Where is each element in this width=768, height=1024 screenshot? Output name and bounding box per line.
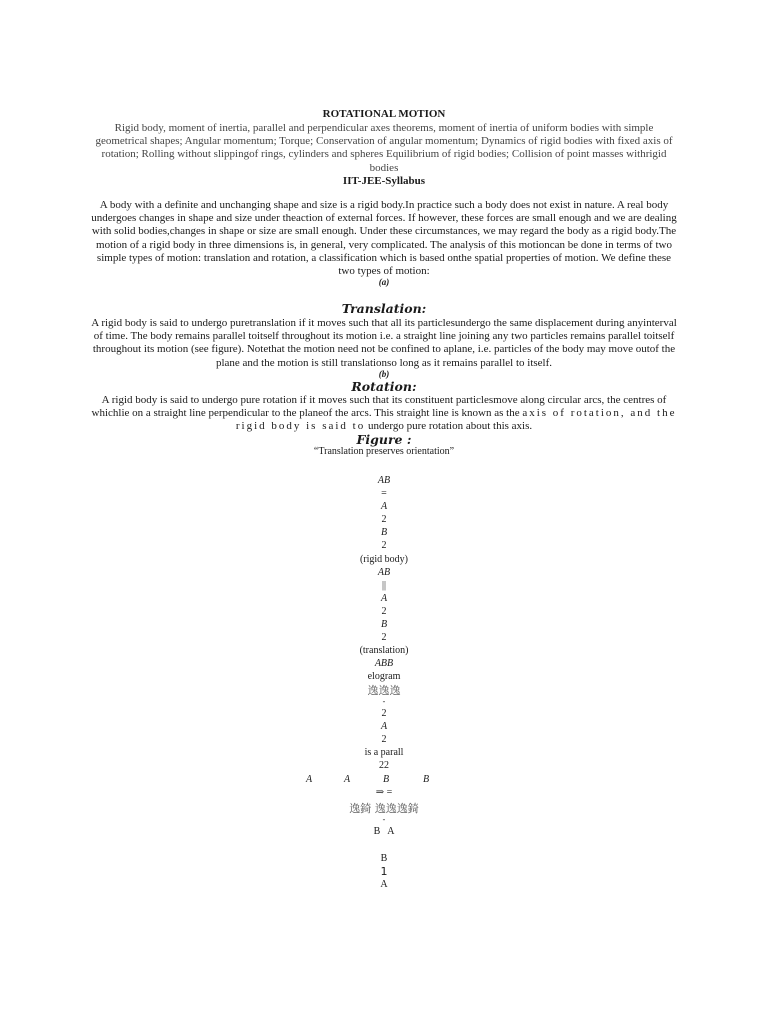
figure-caption: “Translation preserves orientation” — [313, 446, 455, 457]
fig-line: 2 — [381, 733, 387, 745]
fig-one: 1 — [380, 865, 388, 878]
fig-line: 2 — [381, 605, 387, 617]
fig-line: ABB — [374, 658, 394, 670]
intro-paragraph: A body with a definite and unchanging shape and size is a rigid body.In practice such a body does not exist in nature. A real body undergoes changes in shape and size under theaction of external forces. If however, these forces are small enough and we are dealing with solid bodies,changes in shape or size are small enough. Under these circumstances, we may regard the body as a rigid body.The motion of a rigid body in three dimensions is, in general, very complicated. The analysis of this motioncan be done in terms of two simple types of motion: translation and rotation, a classification which is based onthe spatial properties of motion. We define these two types of motion: — [91, 199, 677, 278]
fig-glyph-row: 逸錡 逸逸逸錡 — [349, 802, 419, 815]
fig-line: (rigid body) — [359, 553, 409, 565]
label-b: (b) — [378, 369, 390, 379]
syllabus-topics: Rigid body, moment of inertia, parallel and perpendicular axes theorems, moment of inertia of uniform bodies with simple geometrical shapes; Angular momentum; Torque; Conservation of angular momentum; Dynamics of rigid bodies with fixed axis of rotation; Rolling without slippingof rings, cylinders and spheres Equilibrium of rigid bodies; Collision of point masses withrigid bodies — [95, 122, 673, 174]
fig-line: 2 — [381, 707, 387, 719]
fig-dot: - — [382, 815, 386, 824]
fig-letter-a1: A — [306, 774, 313, 785]
fig-letter-a2: A — [344, 774, 351, 785]
rotation-heading: Rotation: — [351, 379, 417, 394]
fig-line: A — [380, 592, 388, 604]
translation-paragraph: A rigid body is said to undergo puretranslation if it moves such that all its particlesundergo the same displacement during anyinterval of time. The body remains parallel toitself throughout its motion i.e. a straight line joining any two particles remains parallel toitself throughout its motion (see figure). Notethat the motion need not be confined to aplane, i.e. particles of the body may move outof the plane and the motion is still translationso long as it remains parallel to itself. — [91, 317, 677, 369]
fig-line: AB — [377, 475, 391, 486]
fig-line: 22 — [379, 759, 389, 771]
label-a: (a) — [378, 277, 390, 287]
fig-glyph-line: 逸逸逸 — [367, 683, 401, 697]
fig-letter-b2: B — [423, 774, 430, 785]
fig-line: is a parall — [364, 746, 404, 758]
fig-line: AB — [377, 566, 391, 578]
rotation-paragraph — [90, 394, 678, 434]
translation-heading: Translation: — [341, 301, 427, 316]
rotation-text-spaced: axis of rotation, and the rigid body is said to — [235, 407, 677, 433]
fig-ba: B A — [373, 826, 395, 837]
fig-line: - — [382, 696, 386, 706]
fig-line: (translation) — [359, 645, 409, 657]
fig-line: B — [380, 527, 388, 539]
fig-a-end: A — [380, 879, 388, 890]
figure-text-column — [0, 474, 768, 772]
figure-heading: Figure : — [356, 432, 412, 447]
syllabus-label: IIT-JEE-Syllabus — [342, 175, 426, 187]
rotation-text-part1: A rigid body is said to undergo pure rotation if it moves such that its constituent particlesmove along circular arcs, the centres of whichlie on a straight line perpendicular to the planeof the arcs. This straight line is known as the — [91, 394, 667, 420]
rotation-text-part2: undergo pure rotation about this axis. — [367, 420, 533, 433]
fig-line: 2 — [381, 632, 387, 644]
fig-b-end: B — [380, 853, 388, 864]
fig-line: 2 — [381, 540, 387, 552]
fig-line: A — [380, 501, 388, 513]
fig-line: 2 — [381, 514, 387, 526]
fig-line: || — [381, 579, 386, 591]
fig-line: A — [380, 720, 388, 732]
document-title: ROTATIONAL MOTION — [322, 108, 446, 120]
fig-implies: ⇒ = — [375, 787, 393, 798]
fig-line: = — [381, 488, 387, 500]
fig-line: B — [380, 619, 388, 631]
fig-line: elogram — [367, 671, 401, 683]
fig-letter-b1: B — [383, 774, 390, 785]
